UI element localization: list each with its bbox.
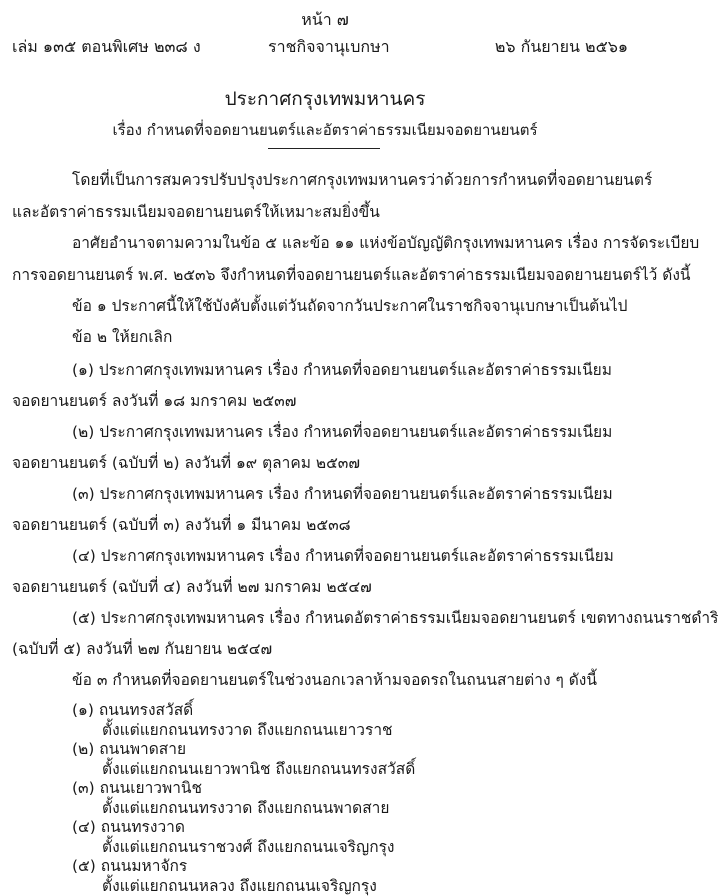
road-name: (๔) ถนนทรงวาด <box>72 818 185 836</box>
repealed-item-line: (๕) ประกาศกรุงเทพมหานคร เรื่อง กำหนดอัตราค่าธรรมเนียมจอดยานยนตร์ เขตทางถนนราชดำริ <box>72 609 718 627</box>
publication-date: ๒๖ กันยายน ๒๕๖๑ <box>494 37 628 56</box>
clause-1: ข้อ ๑ ประกาศนี้ให้ใช้บังคับตั้งแต่วันถัดจากวันประกาศในราชกิจจานุเบกษาเป็นต้นไป <box>72 297 628 315</box>
preamble-line: และอัตราค่าธรรมเนียมจอดยานยนตร์ให้เหมาะสมยิ่งขึ้น <box>12 203 380 221</box>
repealed-item-line: (๔) ประกาศกรุงเทพมหานคร เรื่อง กำหนดที่จอดยานยนตร์และอัตราค่าธรรมเนียม <box>72 547 614 565</box>
repealed-item-line: จอดยานยนตร์ (ฉบับที่ ๒) ลงวันที่ ๑๙ ตุลาคม ๒๕๓๗ <box>12 454 361 472</box>
repealed-item-line: (๑) ประกาศกรุงเทพมหานคร เรื่อง กำหนดที่จอดยานยนตร์และอัตราค่าธรรมเนียม <box>72 361 612 379</box>
clause-3: ข้อ ๓ กำหนดที่จอดยานยนตร์ในช่วงนอกเวลาห้ามจอดรถในถนนสายต่าง ๆ ดังนี้ <box>72 671 597 689</box>
road-range: ตั้งแต่แยกถนนทรงวาด ถึงแยกถนนเยาวราช <box>102 720 393 739</box>
clause-2: ข้อ ๒ ให้ยกเลิก <box>72 328 173 346</box>
road-range: ตั้งแต่แยกถนนหลวง ถึงแยกถนนเจริญกรุง <box>102 876 377 895</box>
repealed-item-line: จอดยานยนตร์ (ฉบับที่ ๔) ลงวันที่ ๒๗ มกราคม ๒๕๔๗ <box>12 578 372 596</box>
road-range: ตั้งแต่แยกถนนทรงวาด ถึงแยกถนนพาดสาย <box>102 798 390 817</box>
road-name: (๒) ถนนพาดสาย <box>72 740 187 758</box>
announcement-subject: เรื่อง กำหนดที่จอดยานยนตร์และอัตราค่าธรรมเนียมจอดยานยนตร์ <box>112 121 538 139</box>
repealed-item-line: จอดยานยนตร์ ลงวันที่ ๑๘ มกราคม ๒๕๓๗ <box>12 392 297 410</box>
repealed-item-line: จอดยานยนตร์ (ฉบับที่ ๓) ลงวันที่ ๑ มีนาคม ๒๕๓๘ <box>12 516 351 534</box>
volume-info: เล่ม ๑๓๕ ตอนพิเศษ ๒๓๘ ง <box>12 37 201 56</box>
preamble-line: การจอดยานยนตร์ พ.ศ. ๒๕๓๖ จึงกำหนดที่จอดยานยนตร์และอัตราค่าธรรมเนียมจอดยานยนตร์ไว้ ดังนี้ <box>12 266 691 284</box>
repealed-item-line: (๒) ประกาศกรุงเทพมหานคร เรื่อง กำหนดที่จอดยานยนตร์และอัตราค่าธรรมเนียม <box>72 423 613 441</box>
page-header <box>0 0 650 60</box>
repealed-item-line: (ฉบับที่ ๕) ลงวันที่ ๒๗ กันยายน ๒๕๔๗ <box>12 640 273 658</box>
gazette-name: ราชกิจจานุเบกษา <box>268 37 390 56</box>
announcement-title: ประกาศกรุงเทพมหานคร <box>224 88 426 110</box>
title-divider <box>268 148 380 149</box>
road-name: (๓) ถนนเยาวพานิช <box>72 779 203 797</box>
road-range: ตั้งแต่แยกถนนราชวงศ์ ถึงแยกถนนเจริญกรุง <box>102 837 395 856</box>
road-range: ตั้งแต่แยกถนนเยาวพานิช ถึงแยกถนนทรงสวัสดิ์ <box>102 759 416 778</box>
repealed-item-line: (๓) ประกาศกรุงเทพมหานคร เรื่อง กำหนดที่จอดยานยนตร์และอัตราค่าธรรมเนียม <box>72 485 613 503</box>
preamble-line: อาศัยอำนาจตามความในข้อ ๕ และข้อ ๑๑ แห่งข้อบัญญัติกรุงเทพมหานคร เรื่อง การจัดระเบียบ <box>72 234 700 252</box>
road-name: (๑) ถนนทรงสวัสดิ์ <box>72 701 194 719</box>
preamble-line: โดยที่เป็นการสมควรปรับปรุงประกาศกรุงเทพมหานครว่าด้วยการกำหนดที่จอดยานยนตร์ <box>72 171 653 189</box>
page-number: หน้า ๗ <box>301 10 349 29</box>
road-name: (๕) ถนนมหาจักร <box>72 857 188 875</box>
